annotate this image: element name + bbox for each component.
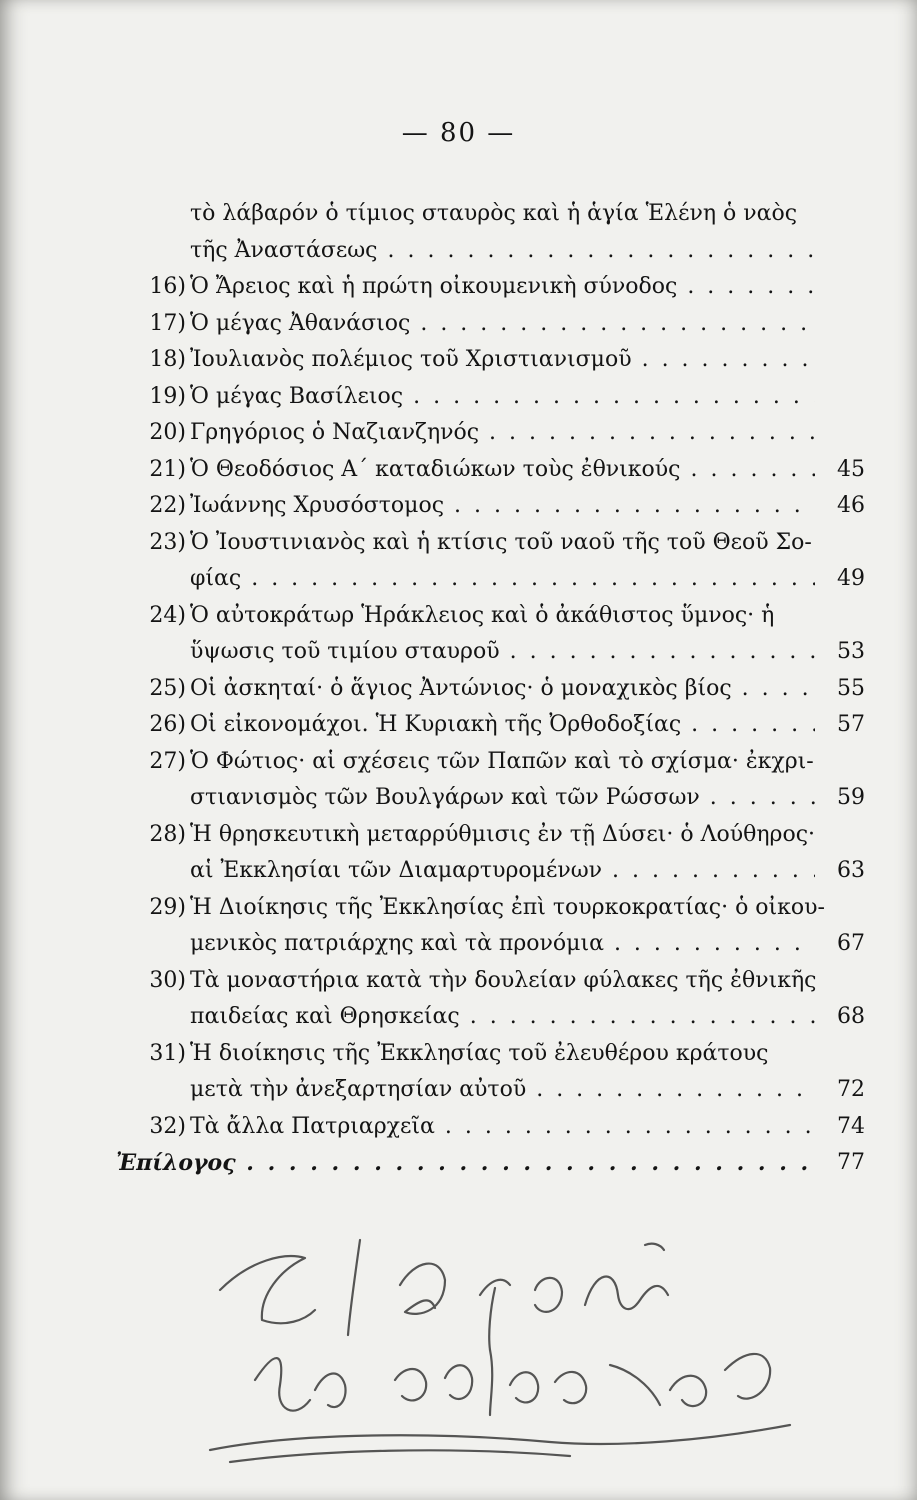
toc-line-text: Τὰ μοναστήρια κατὰ τὴν δουλείαν φύλακες τῆς ἐθνικῆς: [190, 967, 817, 993]
toc-line: [130, 233, 865, 270]
toc-page-number: 53: [837, 639, 865, 664]
toc-line: [130, 999, 865, 1036]
toc-page-number: 63: [837, 858, 865, 883]
toc-line-number: 26): [149, 712, 186, 737]
leader-dots: [236, 1150, 815, 1176]
toc-line-text: τῆς Ἀναστάσεως: [190, 237, 378, 263]
toc-line: [130, 1036, 865, 1073]
epilogue-title: Ἐπίλογος: [116, 1150, 236, 1176]
toc-line-text: Ὁ Ἰουστινιανὸς καὶ ἡ κτίσις τοῦ ναοῦ τῆς τοῦ Θεοῦ Σο-: [190, 529, 812, 555]
toc-line-text: τὸ λάβαρόν ὁ τίμιος σταυρὸς καὶ ἡ ἁγία Ἑλένη ὁ ναὸς: [190, 201, 798, 226]
toc-line-number: 16): [149, 274, 186, 299]
toc-line-text: Ὁ Ἄρειος καὶ ἡ πρώτη οἰκουμενικὴ σύνοδος: [190, 274, 678, 299]
toc-line-number: 28): [149, 821, 186, 847]
toc-line: [130, 926, 865, 963]
table-of-contents: [116, 196, 865, 1182]
toc-line-text: Ἰουλιανὸς πολέμιος τοῦ Χριστιανισμοῦ: [190, 347, 632, 372]
toc-line-text: Ὁ Θεοδόσιος Α΄ καταδιώκων τοὺς ἐθνικούς: [190, 456, 681, 482]
toc-line: [130, 525, 865, 562]
leader-dots: [435, 1114, 815, 1139]
toc-epilogue-line: [116, 1145, 865, 1182]
toc-line-text: παιδείας καὶ Θρησκείας: [190, 1004, 460, 1029]
toc-line: [130, 415, 865, 452]
leader-dots: [681, 457, 816, 482]
leader-dots: [602, 858, 815, 883]
toc-page-number: 77: [837, 1150, 865, 1175]
toc-line-text: στιανισμὸς τῶν Βουλγάρων καὶ τῶν Ρώσσων: [190, 785, 700, 810]
toc-line: [130, 452, 865, 489]
toc-page-number: 72: [837, 1077, 865, 1102]
toc-line-text: Τὰ ἄλλα Πατριαρχεῖα: [190, 1113, 435, 1139]
toc-line-text: ὕψωσις τοῦ τιμίου σταυροῦ: [190, 639, 500, 664]
toc-line-number: 17): [149, 310, 186, 336]
toc-line: [130, 598, 865, 635]
toc-line: [130, 379, 865, 416]
toc-line-number: 31): [149, 1040, 186, 1066]
toc-line-text: Ἰωάννης Χρυσόστομος: [190, 493, 445, 518]
toc-line: [130, 1072, 865, 1109]
leader-dots: [444, 493, 815, 518]
toc-line-text: Ὁ αὐτοκράτωρ Ἡράκλειος καὶ ὁ ἀκάθιστος ὕμνος· ἡ: [190, 602, 775, 628]
leader-dots: [500, 639, 815, 664]
toc-line-number: 22): [149, 493, 186, 518]
leader-dots: [526, 1077, 815, 1102]
page-number: — 80 —: [401, 118, 516, 148]
toc-line-number: 23): [149, 529, 186, 555]
toc-line-number: 29): [149, 894, 186, 920]
leader-dots: [700, 785, 815, 810]
leader-dots: [479, 420, 815, 445]
toc-line: [130, 817, 865, 854]
toc-page-number: 68: [837, 1004, 865, 1029]
toc-line: [130, 744, 865, 781]
toc-line: [130, 963, 865, 1000]
leader-dots: [681, 712, 815, 737]
toc-line-number: 21): [149, 456, 186, 482]
toc-page-number: 57: [837, 712, 865, 737]
toc-line-text: Ὁ μέγας Ἀθανάσιος: [190, 310, 411, 336]
leader-dots: [378, 238, 815, 263]
toc-page-number: 67: [837, 931, 865, 956]
toc-page-number: 45: [837, 456, 865, 482]
toc-line-number: 25): [149, 675, 186, 701]
toc-page-number: 59: [837, 785, 865, 810]
toc-line-number: 18): [149, 347, 186, 372]
toc-line-text: Ἡ διοίκησις τῆς Ἐκκλησίας τοῦ ἐλευθέρου κράτους: [190, 1040, 769, 1066]
toc-line-text: Ἡ Διοίκησις τῆς Ἐκκλησίας ἐπὶ τουρκοκρατίας· ὁ οἰκου-: [190, 894, 825, 920]
toc-line: [130, 780, 865, 817]
toc-page-number: 46: [837, 493, 865, 518]
toc-line: [130, 488, 865, 525]
leader-dots: [241, 566, 815, 591]
toc-line-text: μετὰ τὴν ἀνεξαρτησίαν αὐτοῦ: [190, 1077, 527, 1102]
toc-line: [130, 306, 865, 343]
leader-dots: [403, 384, 815, 409]
toc-page-number: 55: [837, 675, 865, 701]
toc-line-text: Οἱ εἰκονομάχοι. Ἡ Κυριακὴ τῆς Ὀρθοδοξίας: [190, 712, 682, 737]
toc-line-text: μενικὸς πατριάρχης καὶ τὰ προνόμια: [190, 931, 604, 956]
toc-line-text: Γρηγόριος ὁ Ναζιανζηνός: [190, 420, 480, 445]
toc-line-number: 27): [149, 748, 186, 774]
toc-line: [130, 890, 865, 927]
toc-line-text: Οἱ ἀσκηταί· ὁ ἅγιος Ἀντώνιος· ὁ μοναχικὸς βίος: [190, 675, 732, 701]
toc-line-number: 24): [149, 602, 186, 628]
toc-line-number: 32): [149, 1113, 186, 1139]
toc-line-text: Ὁ μέγας Βασίλειος: [190, 383, 404, 409]
toc-line-number: 30): [149, 967, 186, 993]
leader-dots: [677, 274, 815, 299]
toc-line: [130, 342, 865, 379]
toc-line-number: 20): [149, 420, 186, 445]
toc-line: [130, 196, 865, 233]
toc-line-text: φίας: [190, 566, 242, 591]
toc-line: [130, 269, 865, 306]
leader-dots: [732, 676, 815, 701]
leader-dots: [410, 311, 815, 336]
leader-dots: [460, 1004, 815, 1029]
toc-line: [130, 707, 865, 744]
toc-line: [130, 561, 865, 598]
toc-line: [130, 634, 865, 671]
toc-page-number: 49: [837, 566, 865, 591]
toc-line: [130, 853, 865, 890]
handwritten-signature: [190, 1200, 830, 1490]
toc-line-text: Ὁ Φώτιος· αἱ σχέσεις τῶν Παπῶν καὶ τὸ σχίσμα· ἐκχρι-: [190, 748, 814, 774]
toc-line-text: αἱ Ἐκκλησίαι τῶν Διαμαρτυρομένων: [190, 858, 603, 883]
toc-line-text: Ἡ θρησκευτικὴ μεταρρύθμισις ἐν τῇ Δύσει· ὁ Λούθηρος·: [190, 821, 816, 847]
toc-page-number: 74: [837, 1113, 865, 1139]
toc-line: [130, 671, 865, 708]
leader-dots: [632, 347, 815, 372]
toc-line-number: 19): [149, 383, 186, 409]
toc-line: [130, 1109, 865, 1146]
leader-dots: [604, 931, 815, 956]
